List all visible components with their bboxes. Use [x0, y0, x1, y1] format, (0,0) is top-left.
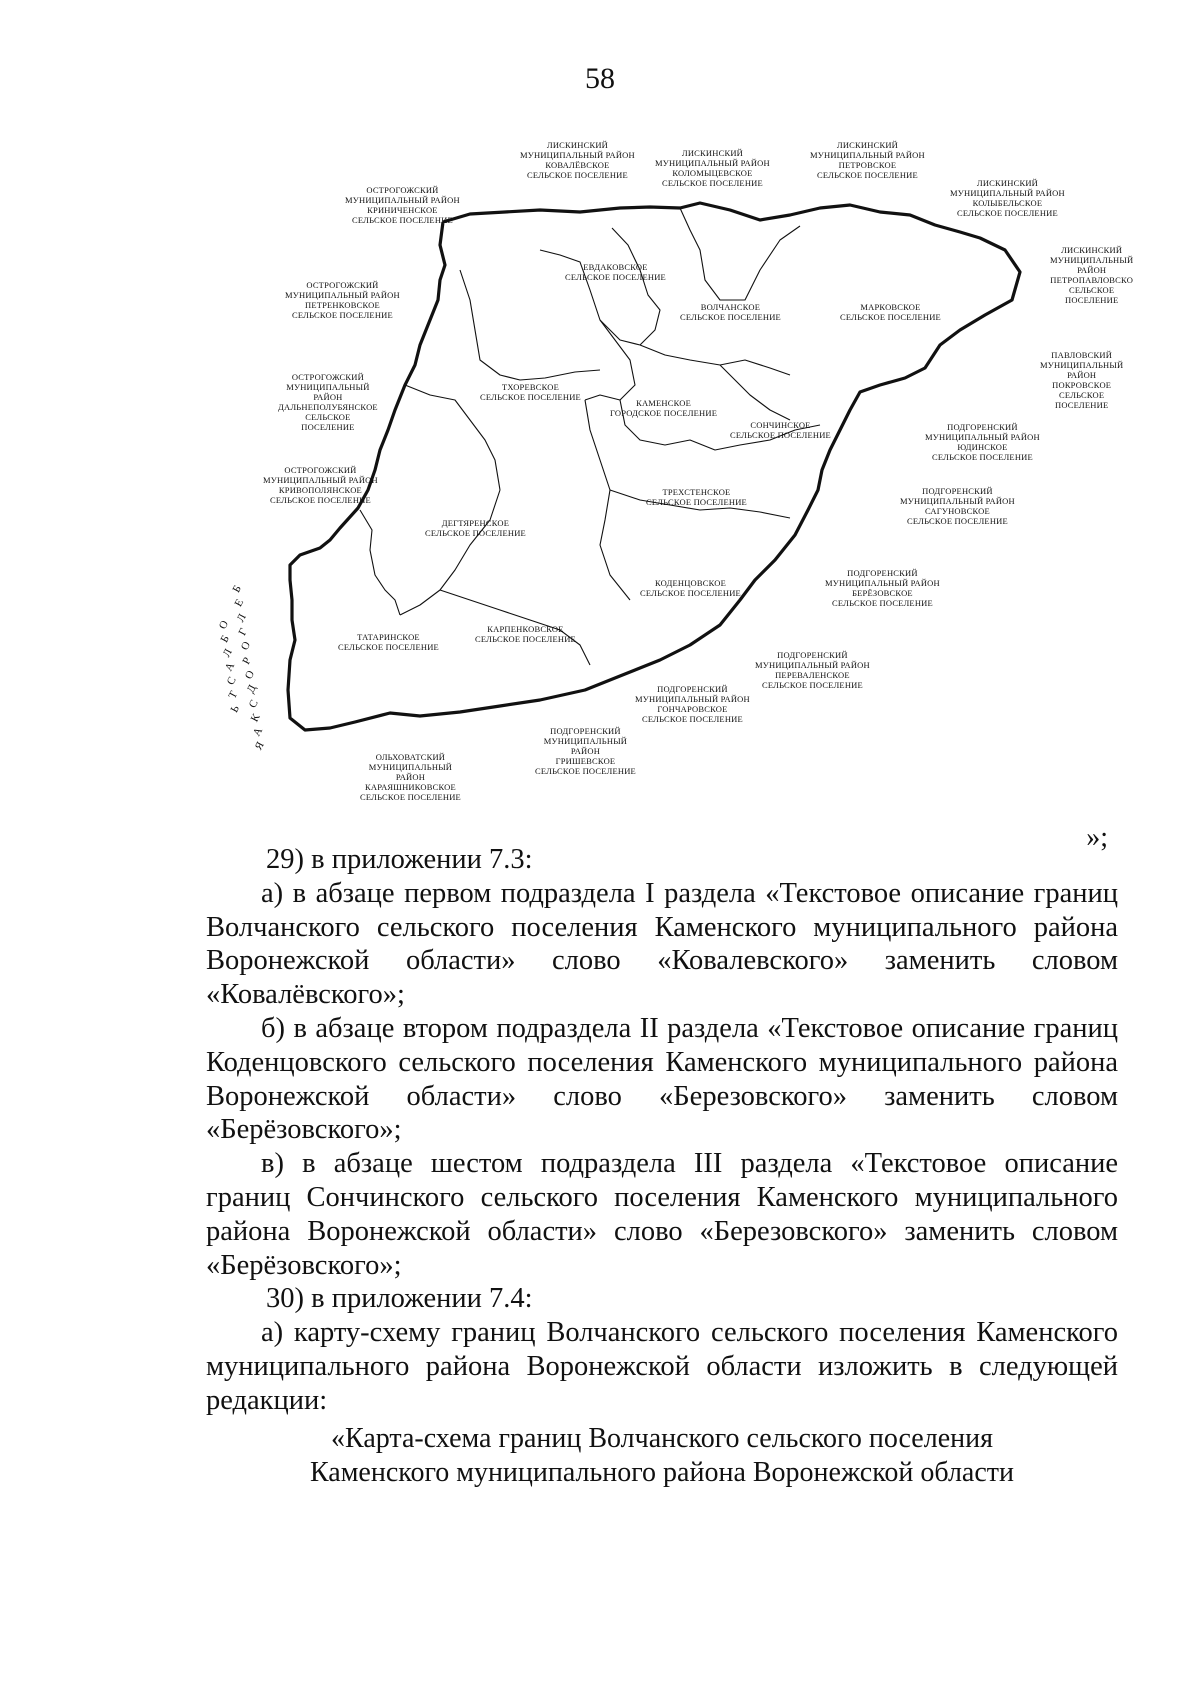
- internal-boundary-line: [460, 270, 600, 380]
- map-label: ОСТРОГОЖСКИЙ МУНИЦИПАЛЬНЫЙ РАЙОН ДАЛЬНЕПОЛУБЯНСКОЕ СЕЛЬСКОЕ ПОСЕЛЕНИЕ: [278, 372, 378, 432]
- map-label: ПОДГОРЕНСКИЙ МУНИЦИПАЛЬНЫЙ РАЙОН САГУНОВСКОЕ СЕЛЬСКОЕ ПОСЕЛЕНИЕ: [900, 486, 1015, 526]
- map-caption-line-2: Каменского муниципального района Воронежской области: [309, 1456, 1015, 1488]
- map-label: ПОДГОРЕНСКИЙ МУНИЦИПАЛЬНЫЙ РАЙОН ГОНЧАРОВСКОЕ СЕЛЬСКОЕ ПОСЕЛЕНИЕ: [635, 684, 750, 724]
- document-body: [206, 843, 1118, 1490]
- map-label: ПОДГОРЕНСКИЙ МУНИЦИПАЛЬНЫЙ РАЙОН ЮДИНСКОЕ СЕЛЬСКОЕ ПОСЕЛЕНИЕ: [925, 422, 1040, 462]
- map-label: ЛИСКИНСКИЙ МУНИЦИПАЛЬНЫЙ РАЙОН КОЛОМЫЦЕВСКОЕ СЕЛЬСКОЕ ПОСЕЛЕНИЕ: [655, 148, 770, 188]
- page-number: 58: [585, 62, 615, 95]
- map-label: ОСТРОГОЖСКИЙ МУНИЦИПАЛЬНЫЙ РАЙОН КРИВОПОЛЯНСКОЕ СЕЛЬСКОЕ ПОСЕЛЕНИЕ: [263, 465, 378, 505]
- internal-boundary-line: [360, 510, 400, 615]
- map-caption-line-1: «Карта-схема границ Волчанского сельского поселения: [331, 1422, 993, 1454]
- map-label: ЛИСКИНСКИЙ МУНИЦИПАЛЬНЫЙ РАЙОН ПЕТРОПАВЛОВСКО СЕЛЬСКОЕ ПОСЕЛЕНИЕ: [1050, 245, 1134, 305]
- internal-boundary-line: [585, 320, 635, 400]
- paragraph-30: 30) в приложении 7.4:: [266, 1283, 533, 1315]
- map-label: ПОДГОРЕНСКИЙ МУНИЦИПАЛЬНЫЙ РАЙОН ГРИШЕВСКОЕ СЕЛЬСКОЕ ПОСЕЛЕНИЕ: [535, 726, 636, 776]
- map-label: ЕВДАКОВСКОЕ СЕЛЬСКОЕ ПОСЕЛЕНИЕ: [565, 262, 666, 282]
- map-label: ДЕГТЯРЕНСКОЕ СЕЛЬСКОЕ ПОСЕЛЕНИЕ: [425, 518, 526, 538]
- boundary-lines: [0, 0, 1200, 830]
- internal-boundary-line: [612, 228, 660, 345]
- map-label: ЛИСКИНСКИЙ МУНИЦИПАЛЬНЫЙ РАЙОН КОВАЛЁВСКОЕ СЕЛЬСКОЕ ПОСЕЛЕНИЕ: [520, 140, 635, 180]
- map-label: ВОЛЧАНСКОЕ СЕЛЬСКОЕ ПОСЕЛЕНИЕ: [680, 302, 781, 322]
- closing-quote: »;: [1086, 822, 1108, 853]
- map-label: КАРПЕНКОВСКОЕ СЕЛЬСКОЕ ПОСЕЛЕНИЕ: [475, 624, 576, 644]
- internal-boundary-line: [640, 345, 790, 375]
- map-label: ТАТАРИНСКОЕ СЕЛЬСКОЕ ПОСЕЛЕНИЕ: [338, 632, 439, 652]
- map-label: СОНЧИНСКОЕ СЕЛЬСКОЕ ПОСЕЛЕНИЕ: [730, 420, 831, 440]
- internal-boundary-line: [585, 400, 630, 600]
- internal-boundary-line: [400, 490, 500, 615]
- paragraph-29c: в) в абзаце шестом подраздела III раздела «Текстовое описание границ Сончинского сельского поселения Каменского муниципального района Воронежской области» слово «Березовского» заменить словом «Берёзовского»;: [206, 1148, 1118, 1281]
- map-label: КОДЕНЦОВСКОЕ СЕЛЬСКОЕ ПОСЕЛЕНИЕ: [640, 578, 741, 598]
- map-label: ЛИСКИНСКИЙ МУНИЦИПАЛЬНЫЙ РАЙОН ПЕТРОВСКОЕ СЕЛЬСКОЕ ПОСЕЛЕНИЕ: [810, 140, 925, 180]
- map-label: КАМЕНСКОЕ ГОРОДСКОЕ ПОСЕЛЕНИЕ: [610, 398, 718, 418]
- boundary-map: [0, 0, 1200, 830]
- paragraph-30a: а) карту-схему границ Волчанского сельского поселения Каменского муниципального района Воронежской области изложить в следующей редакции:: [206, 1317, 1118, 1416]
- paragraph-29a: а) в абзаце первом подраздела I раздела «Текстовое описание границ Волчанского сельского поселения Каменского муниципального района Воронежской области» слово «Ковалевского» заменить словом «Ковалёвского»;: [206, 877, 1118, 1011]
- map-label: МАРКОВСКОЕ СЕЛЬСКОЕ ПОСЕЛЕНИЕ: [840, 302, 941, 322]
- paragraph-29b: б) в абзаце втором подраздела II раздела «Текстовое описание границ Коденцовского сельского поселения Каменского муниципального района Воронежской области» слово «Березовского» заменить словом «Берёзовского»;: [206, 1012, 1118, 1146]
- paragraph-29: 29) в приложении 7.3:: [266, 844, 533, 875]
- map-label: ПОДГОРЕНСКИЙ МУНИЦИПАЛЬНЫЙ РАЙОН БЕРЁЗОВСКОЕ СЕЛЬСКОЕ ПОСЕЛЕНИЕ: [825, 568, 940, 608]
- map-label: ТХОРЕВСКОЕ СЕЛЬСКОЕ ПОСЕЛЕНИЕ: [480, 382, 581, 402]
- map-label: ОСТРОГОЖСКИЙ МУНИЦИПАЛЬНЫЙ РАЙОН КРИНИЧЕНСКОЕ СЕЛЬСКОЕ ПОСЕЛЕНИЕ: [345, 185, 460, 225]
- belgorod-oblast-label: Б Е Л Г О Р О Д С К А Я О Б Л А С Т Ь: [216, 583, 267, 753]
- internal-boundary-line: [680, 208, 800, 300]
- internal-boundary-line: [720, 365, 790, 420]
- map-label: ОСТРОГОЖСКИЙ МУНИЦИПАЛЬНЫЙ РАЙОН ПЕТРЕНКОВСКОЕ СЕЛЬСКОЕ ПОСЕЛЕНИЕ: [285, 280, 400, 320]
- map-label: ПОДГОРЕНСКИЙ МУНИЦИПАЛЬНЫЙ РАЙОН ПЕРЕВАЛЕНСКОЕ СЕЛЬСКОЕ ПОСЕЛЕНИЕ: [755, 650, 870, 690]
- map-label: ПАВЛОВСКИЙ МУНИЦИПАЛЬНЫЙ РАЙОН ПОКРОВСКОЕ СЕЛЬСКОЕ ПОСЕЛЕНИЕ: [1040, 350, 1124, 410]
- map-label: ОЛЬХОВАТСКИЙ МУНИЦИПАЛЬНЫЙ РАЙОН КАРАЯШНИКОВСКОЕ СЕЛЬСКОЕ ПОСЕЛЕНИЕ: [360, 752, 461, 802]
- map-label: ЛИСКИНСКИЙ МУНИЦИПАЛЬНЫЙ РАЙОН КОЛЫБЕЛЬСКОЕ СЕЛЬСКОЕ ПОСЕЛЕНИЕ: [950, 178, 1065, 218]
- map-label: ТРЕХСТЕНСКОЕ СЕЛЬСКОЕ ПОСЕЛЕНИЕ: [646, 487, 747, 507]
